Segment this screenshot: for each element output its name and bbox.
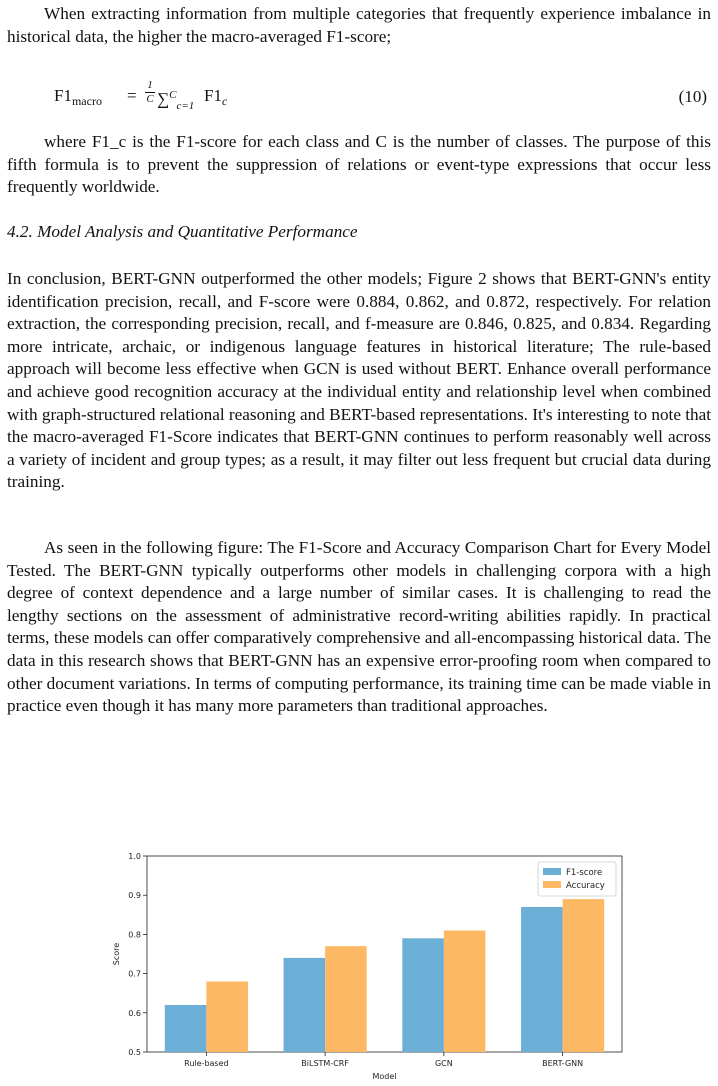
bar-accuracy-rule-based bbox=[206, 981, 248, 1052]
bar-accuracy-bert-gnn bbox=[563, 899, 605, 1052]
formula-term: $F1_c$ bbox=[204, 86, 228, 108]
section-heading: 4.2. Model Analysis and Quantitative Performance bbox=[7, 222, 358, 241]
formula-macro-f1 bbox=[54, 79, 711, 113]
bar-chart bbox=[107, 852, 627, 1086]
y-tick-label: 0.7 bbox=[128, 969, 141, 979]
bar-f1-score-gcn bbox=[402, 938, 444, 1052]
bar-accuracy-bilstm-crf bbox=[325, 946, 367, 1052]
x-axis-label: Model bbox=[372, 1072, 397, 1081]
paragraph-figure-discussion: As seen in the following figure: The F1-Score and Accuracy Comparison Chart for Every Model Tested. The BERT-GNN typically outperforms other models in challenging corpora with a high degree of context dependence and a large number of similar cases. It is challenging to read the lengthy sections on the assessment of administrative record-writing abilities rapidly. In practical terms, these models can offer comparatively comprehensive and all-encompassing historical data. The data in this research shows that BERT-GNN has an expensive error-proofing room when compared to other document variations. In terms of computing performance, its training time can be made viable in practice even though it has many more parameters than traditional approaches. bbox=[7, 538, 711, 716]
y-tick-label: 0.6 bbox=[128, 1008, 141, 1018]
y-tick-label: 0.8 bbox=[128, 930, 141, 940]
y-tick-label: 0.9 bbox=[128, 891, 141, 901]
x-tick-label: GCN bbox=[434, 1059, 453, 1068]
legend-swatch bbox=[543, 881, 561, 888]
y-tick-label: 0.5 bbox=[128, 1048, 141, 1057]
x-tick-label: BiLSTM-CRF bbox=[301, 1059, 349, 1068]
formula-lhs: $F1_{macro}$ bbox=[54, 86, 102, 108]
paragraph-conclusion: In conclusion, BERT-GNN outperformed the other models; Figure 2 shows that BERT-GNN's entity identification precision, recall, and F-score were 0.884, 0.862, and 0.872, respectively. For relation extraction, the corresponding precision, recall, and f-measure are 0.846, 0.825, and 0.834. Regarding more intricate, archaic, or indigenous language features in historical literature; The rule-based approach will become less effective when GCN is used without BERT. Enhance overall performance and achieve good recognition accuracy at the individual entity and relationship level when combined with graph-structured relational reasoning and BERT-based representations. It's interesting to note that the macro-averaged F1-Score indicates that BERT-GNN continues to perform reasonably well across a variety of incident and group types; as a result, it may filter out less frequent but crucial data during training. bbox=[7, 269, 712, 492]
legend-swatch bbox=[543, 868, 561, 875]
x-tick-label: Rule-based bbox=[184, 1059, 229, 1068]
legend-label: Accuracy bbox=[566, 881, 605, 891]
bar-accuracy-gcn bbox=[444, 930, 486, 1052]
paragraph-intro: When extracting information from multiple categories that frequently experience imbalance in historical data, the higher the macro-averaged F1-score; bbox=[7, 4, 711, 46]
x-tick-label: BERT-GNN bbox=[542, 1059, 584, 1068]
paragraph-formula-explanation: where F1_c is the F1-score for each class and C is the number of classes. The purpose of this fifth formula is to prevent the suppression of relations or event-type expressions that occur less frequently worldwide. bbox=[7, 132, 711, 197]
legend-label: F1-score bbox=[566, 868, 603, 878]
formula-equals: = bbox=[127, 86, 137, 105]
bar-f1-score-rule-based bbox=[165, 1005, 207, 1052]
equation-number: (10) bbox=[678, 87, 707, 106]
bar-f1-score-bert-gnn bbox=[521, 907, 563, 1052]
formula-fraction: 1 C bbox=[146, 79, 154, 105]
formula-sum: ∑$^C_{c=1}$ bbox=[157, 89, 195, 113]
chart-svg bbox=[107, 852, 627, 1086]
y-axis-label: Score bbox=[112, 942, 121, 966]
bar-f1-score-bilstm-crf bbox=[284, 958, 326, 1052]
y-tick-label: 1.0 bbox=[128, 852, 141, 861]
